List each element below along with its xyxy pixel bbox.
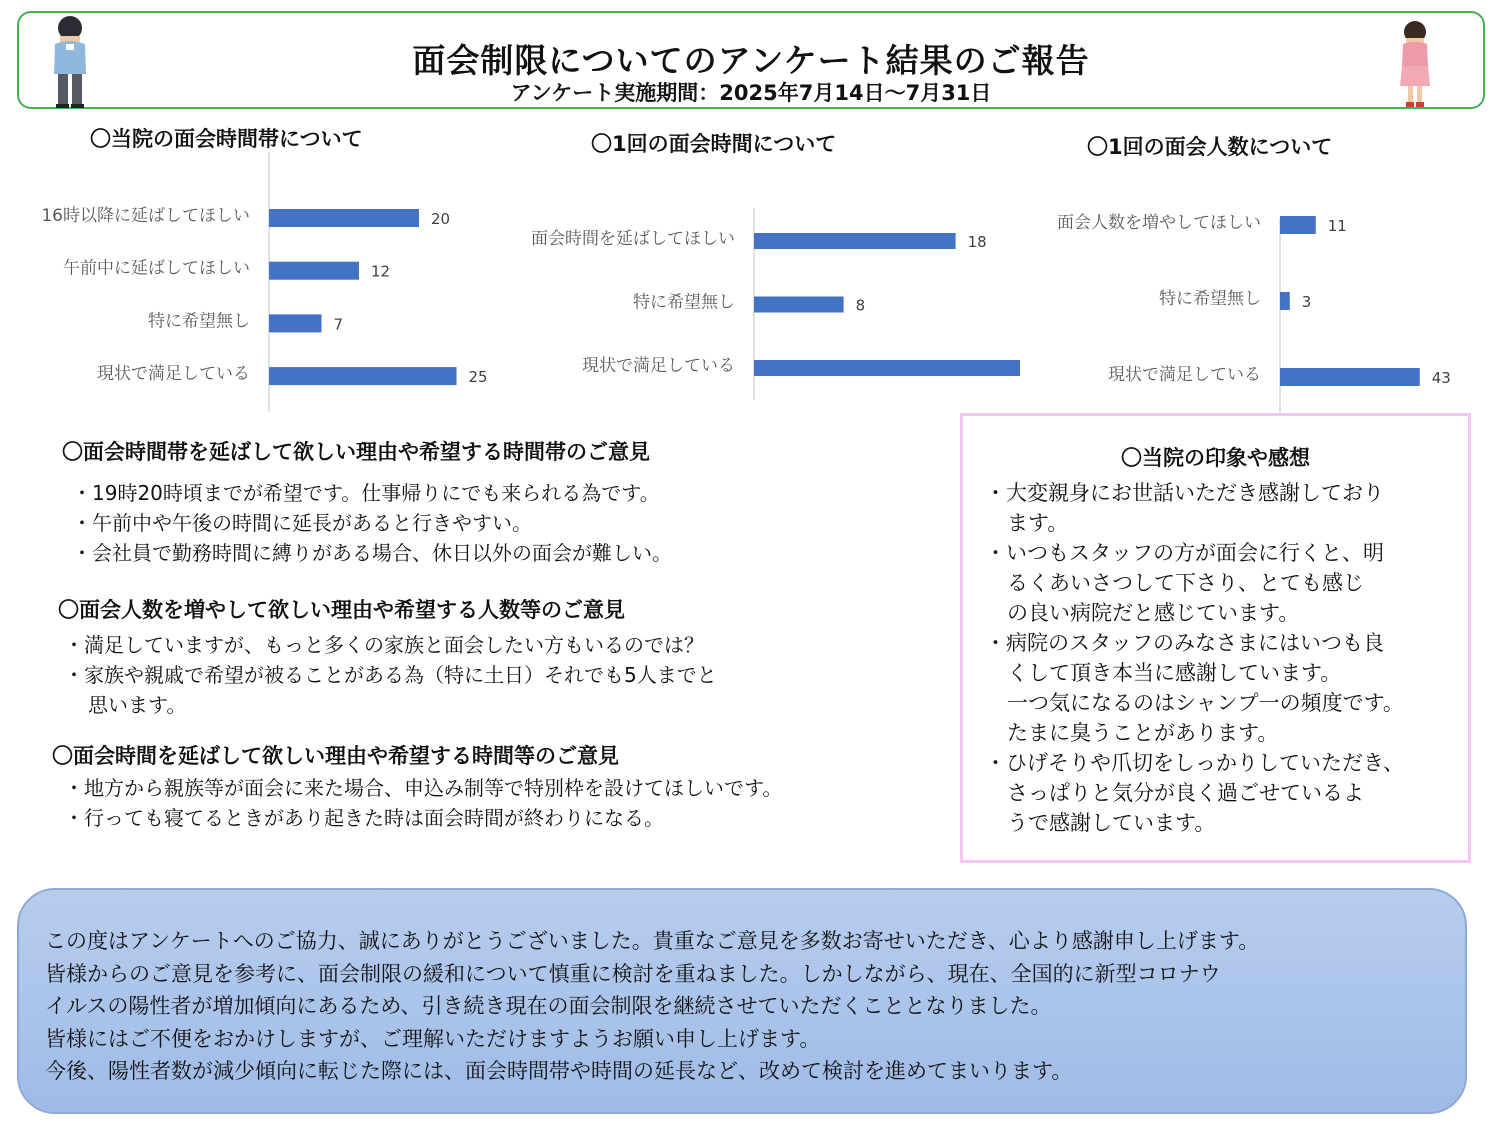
closing-message-line: 皆様からのご意見を参考に、面会制限の緩和について慎重に検討を重ねました。しかしながら、現在、全国的に新型コロナウ [45, 961, 1221, 986]
bar [1280, 216, 1316, 234]
list-item: ・地方から親族等が面会に来た場合、申込み制等で特別枠を設けてほしいです。 [64, 776, 783, 800]
impression-item: ・いつもスタッフの方が面会に行くと、明 [985, 541, 1384, 565]
data-label: 11 [1327, 217, 1347, 235]
header-banner [17, 11, 1485, 109]
impression-line-continuation: さっぱりと気分が良く過ごせているよ [1007, 781, 1364, 805]
category-label: 特に希望無し [148, 311, 250, 332]
bar [269, 209, 419, 227]
list-item: ・午前中や午後の時間に延長があると行きやすい。 [72, 511, 532, 535]
impression-item: ・病院のスタッフのみなさまにはいつも良 [985, 631, 1384, 655]
data-label: 43 [1431, 369, 1451, 387]
opinion-time-slot-title: 〇面会時間帯を延ばして欲しい理由や希望する時間帯のご意見 [62, 440, 650, 464]
page-title: 面会制限についてのアンケート結果のご報告 [412, 41, 1090, 80]
list-item-continuation: 思います。 [88, 693, 187, 717]
category-label: 現状で満足している [582, 356, 735, 376]
impression-line-continuation: くして頂き本当に感謝しています。 [1007, 661, 1342, 685]
list-item: ・会社員で勤務時間に縛りがある場合、休日以外の面会が難しい。 [72, 541, 672, 565]
impression-line-continuation: の良い病院だと感じています。 [1007, 601, 1300, 625]
impression-line-continuation: うで感謝しています。 [1007, 811, 1216, 835]
category-label: 16時以降に延ばしてほしい [41, 206, 250, 226]
data-label: 3 [1301, 293, 1312, 311]
data-label: 25 [468, 368, 488, 387]
category-label: 現状で満足している [1108, 365, 1261, 385]
chart-time-slot-title: 〇当院の面会時間帯について [90, 127, 363, 151]
impression-line-continuation: るくあいさつして下さり、とても感じ [1007, 571, 1364, 595]
opinion-people-list [64, 630, 717, 720]
category-label: 現状で満足している [97, 364, 250, 385]
bar [754, 360, 1020, 376]
chart-duration [500, 150, 1020, 415]
category-label: 特に希望無し [633, 292, 735, 313]
category-label: 面会人数を増やしてほしい [1057, 213, 1261, 233]
closing-message-box [17, 888, 1467, 1114]
impression-item: ・ひげそりや爪切をしっかりしていただき、 [985, 751, 1405, 775]
bowing-woman-illustration [1395, 20, 1435, 108]
impression-line-continuation: 一つ気になるのはシャンプ一の頻度です。 [1007, 691, 1404, 715]
closing-message [45, 925, 1259, 1088]
bar [1280, 292, 1290, 310]
impression-line-continuation: ます。 [1007, 511, 1069, 535]
opinion-duration-list [64, 773, 782, 833]
bar [754, 233, 956, 249]
bar [269, 314, 322, 332]
opinion-duration-title: 〇面会時間を延ばして欲しい理由や希望する時間等のご意見 [52, 744, 619, 768]
bar [269, 262, 359, 280]
opinion-time-slot-list [72, 478, 672, 568]
impression-item: ・大変親身にお世話いただき感謝しており [985, 481, 1384, 505]
data-label: 8 [855, 296, 866, 315]
closing-message-line: 皆様にはご不便をおかけしますが、ご理解いただけますようお願い申し上げます。 [45, 1026, 821, 1051]
opinion-people-title: 〇面会人数を増やして欲しい理由や希望する人数等のご意見 [58, 598, 625, 622]
bowing-man-illustration [48, 14, 92, 108]
data-label: 7 [333, 315, 344, 334]
list-item: ・行っても寝てるときがあり起きた時は面会時間が終わりになる。 [64, 806, 664, 830]
category-label: 特に希望無し [1159, 289, 1261, 309]
chart-people [1020, 150, 1500, 415]
bar [1280, 368, 1420, 386]
survey-period: アンケート実施期間：2025年7月14日～7月31日 [510, 81, 992, 105]
data-label: 18 [967, 233, 987, 251]
category-label: 午前中に延ばしてほしい [63, 258, 250, 279]
impressions-box [960, 413, 1471, 863]
impressions-title: 〇当院の印象や感想 [1121, 446, 1310, 470]
closing-message-line: 今後、陽性者数が減少傾向に転じた際には、面会時間帯や時間の延長など、改めて検討を進めてまいります。 [45, 1059, 1073, 1083]
chart-duration-title: 〇1回の面会時間について [591, 132, 837, 156]
list-item: ・家族や親戚で希望が被ることがある為（特に土日）それでも5人までと [64, 663, 717, 687]
impression-line-continuation: たまに臭うことがあります。 [1007, 721, 1279, 745]
data-label: 12 [371, 262, 391, 281]
list-item: ・満足していますが、もっと多くの家族と面会したい方もいるのでは？ [64, 633, 704, 657]
data-label: 20 [431, 210, 451, 228]
list-item: ・19時20時頃までが希望です。仕事帰りにでも来られる為です。 [72, 481, 660, 505]
bar [754, 297, 844, 313]
bar [269, 367, 457, 385]
closing-message-line: この度はアンケートへのご協力、誠にありがとうございました。貴重なご意見を多数お寄せいただき、心より感謝申し上げます。 [45, 929, 1260, 953]
chart-people-title: 〇1回の面会人数について [1087, 135, 1333, 159]
chart-time-slot [0, 150, 520, 415]
impressions-list [985, 478, 1404, 838]
closing-message-line: イルスの陽性者が増加傾向にあるため、引き続き現在の面会制限を継続させていただくこととなりました。 [45, 994, 1052, 1018]
category-label: 面会時間を延ばしてほしい [531, 229, 735, 249]
